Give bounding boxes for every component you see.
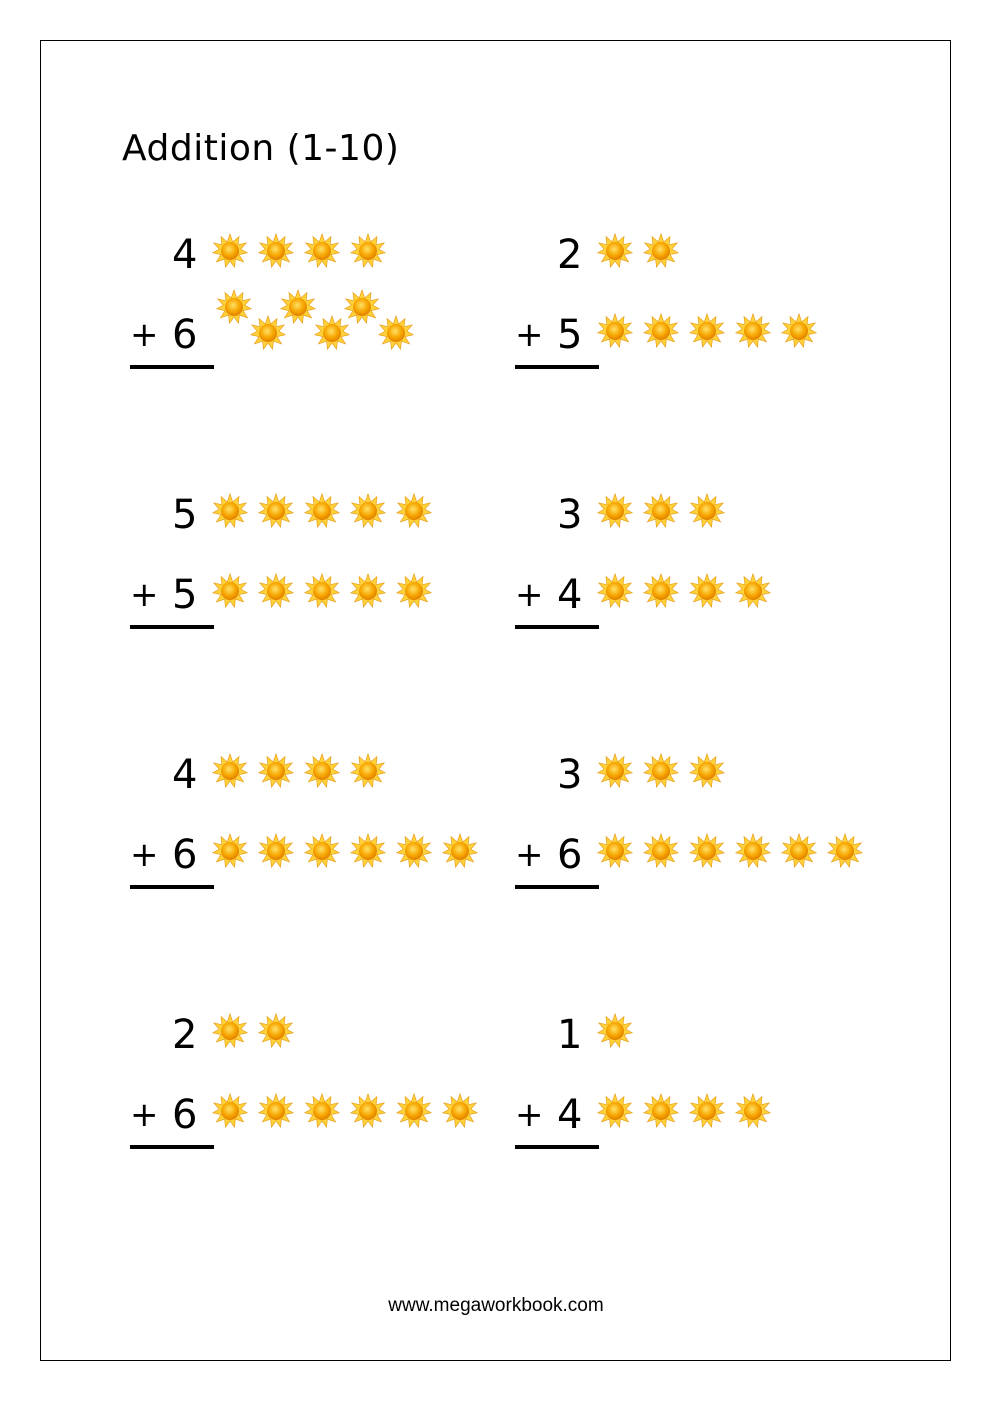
sun-icon — [689, 833, 729, 873]
sun-icon — [212, 493, 252, 533]
plus-sign: + — [515, 835, 544, 875]
sun-icon — [304, 1093, 344, 1133]
sun-icon — [396, 833, 436, 873]
sun-icon — [597, 493, 637, 533]
sun-icon — [597, 313, 637, 353]
sun-group-2 — [597, 1093, 781, 1133]
sun-icon — [597, 233, 637, 273]
sun-group-1 — [212, 493, 442, 533]
sun-icon — [212, 573, 252, 613]
plus-sign: + — [515, 1095, 544, 1135]
answer-line — [130, 1145, 214, 1149]
sun-group-1 — [597, 493, 735, 533]
sun-icon — [212, 1013, 252, 1053]
sun-icon — [597, 1013, 637, 1053]
addition-problem — [515, 735, 885, 935]
sun-icon — [304, 573, 344, 613]
sun-icon — [258, 833, 298, 873]
addend-1: 1 — [557, 1012, 583, 1058]
sun-icon — [735, 313, 775, 353]
plus-sign: + — [130, 315, 159, 355]
sun-icon — [597, 753, 637, 793]
addend-1: 4 — [172, 232, 198, 278]
answer-line — [130, 885, 214, 889]
sun-icon — [304, 493, 344, 533]
addend-1: 4 — [172, 752, 198, 798]
plus-sign: + — [130, 575, 159, 615]
sun-icon — [735, 573, 775, 613]
addend-1: 2 — [172, 1012, 198, 1058]
plus-sign: + — [130, 1095, 159, 1135]
sun-icon — [304, 753, 344, 793]
sun-group-1 — [212, 233, 396, 273]
sun-group-2 — [212, 1093, 488, 1133]
sun-icon — [735, 833, 775, 873]
sun-group-2 — [212, 573, 442, 613]
addend-2: 5 — [557, 312, 583, 358]
sun-icon — [689, 753, 729, 793]
answer-line — [515, 885, 599, 889]
addend-2: 6 — [172, 312, 198, 358]
sun-icon — [735, 1093, 775, 1133]
sun-group-2 — [212, 833, 488, 873]
sun-icon — [258, 753, 298, 793]
sun-group-2 — [597, 573, 781, 613]
sun-icon — [597, 833, 637, 873]
sun-icon — [643, 1093, 683, 1133]
sun-icon — [643, 493, 683, 533]
sun-group-1 — [597, 753, 735, 793]
sun-icon — [442, 833, 482, 873]
sun-icon — [643, 833, 683, 873]
sun-icon — [643, 573, 683, 613]
sun-icon — [689, 313, 729, 353]
sun-icon — [396, 493, 436, 533]
addition-problem — [515, 475, 885, 675]
addition-problem — [130, 735, 500, 935]
sun-icon — [258, 1013, 298, 1053]
addend-1: 3 — [557, 752, 583, 798]
answer-line — [515, 365, 599, 369]
sun-icon — [250, 336, 286, 355]
sun-icon — [781, 833, 821, 873]
plus-sign: + — [130, 835, 159, 875]
sun-icon — [216, 310, 252, 329]
answer-line — [130, 365, 214, 369]
sun-group-1 — [212, 753, 396, 793]
addend-1: 2 — [557, 232, 583, 278]
sun-icon — [350, 233, 390, 273]
addition-problem — [130, 475, 500, 675]
sun-icon — [643, 753, 683, 793]
answer-line — [130, 625, 214, 629]
sun-icon — [643, 233, 683, 273]
addend-2: 4 — [557, 572, 583, 618]
sun-group-2 — [597, 313, 827, 353]
answer-line — [515, 625, 599, 629]
sun-icon — [442, 1093, 482, 1133]
sun-icon — [258, 233, 298, 273]
sun-icon — [396, 1093, 436, 1133]
sun-icon — [258, 1093, 298, 1133]
sun-icon — [643, 313, 683, 353]
sun-icon — [689, 573, 729, 613]
sun-icon — [344, 310, 380, 329]
sun-icon — [304, 233, 344, 273]
addend-2: 4 — [557, 1092, 583, 1138]
footer-url: www.megaworkbook.com — [388, 1295, 604, 1316]
sun-icon — [212, 233, 252, 273]
sun-icon — [212, 833, 252, 873]
sun-icon — [350, 753, 390, 793]
sun-icon — [827, 833, 867, 873]
addend-1: 5 — [172, 492, 198, 538]
sun-group-2 — [212, 289, 422, 359]
sun-icon — [378, 336, 414, 355]
sun-icon — [304, 833, 344, 873]
addition-problem — [130, 995, 500, 1195]
sun-icon — [350, 833, 390, 873]
sun-icon — [212, 753, 252, 793]
plus-sign: + — [515, 575, 544, 615]
addition-problem — [515, 215, 885, 415]
addend-2: 6 — [172, 1092, 198, 1138]
addend-2: 6 — [172, 832, 198, 878]
addend-2: 5 — [172, 572, 198, 618]
addition-problem — [515, 995, 885, 1195]
sun-group-1 — [597, 1013, 643, 1053]
sun-group-1 — [597, 233, 689, 273]
sun-icon — [781, 313, 821, 353]
sun-group-2 — [597, 833, 873, 873]
sun-icon — [689, 1093, 729, 1133]
sun-icon — [597, 573, 637, 613]
plus-sign: + — [515, 315, 544, 355]
sun-icon — [280, 310, 316, 329]
worksheet-title: Addition (1-10) — [122, 128, 400, 169]
sun-icon — [350, 573, 390, 613]
addend-2: 6 — [557, 832, 583, 878]
sun-icon — [689, 493, 729, 533]
sun-icon — [314, 336, 350, 355]
sun-icon — [258, 493, 298, 533]
sun-icon — [350, 493, 390, 533]
sun-icon — [212, 1093, 252, 1133]
addition-problem — [130, 215, 500, 415]
addend-1: 3 — [557, 492, 583, 538]
answer-line — [515, 1145, 599, 1149]
sun-icon — [258, 573, 298, 613]
sun-icon — [350, 1093, 390, 1133]
sun-group-1 — [212, 1013, 304, 1053]
sun-icon — [396, 573, 436, 613]
sun-icon — [597, 1093, 637, 1133]
